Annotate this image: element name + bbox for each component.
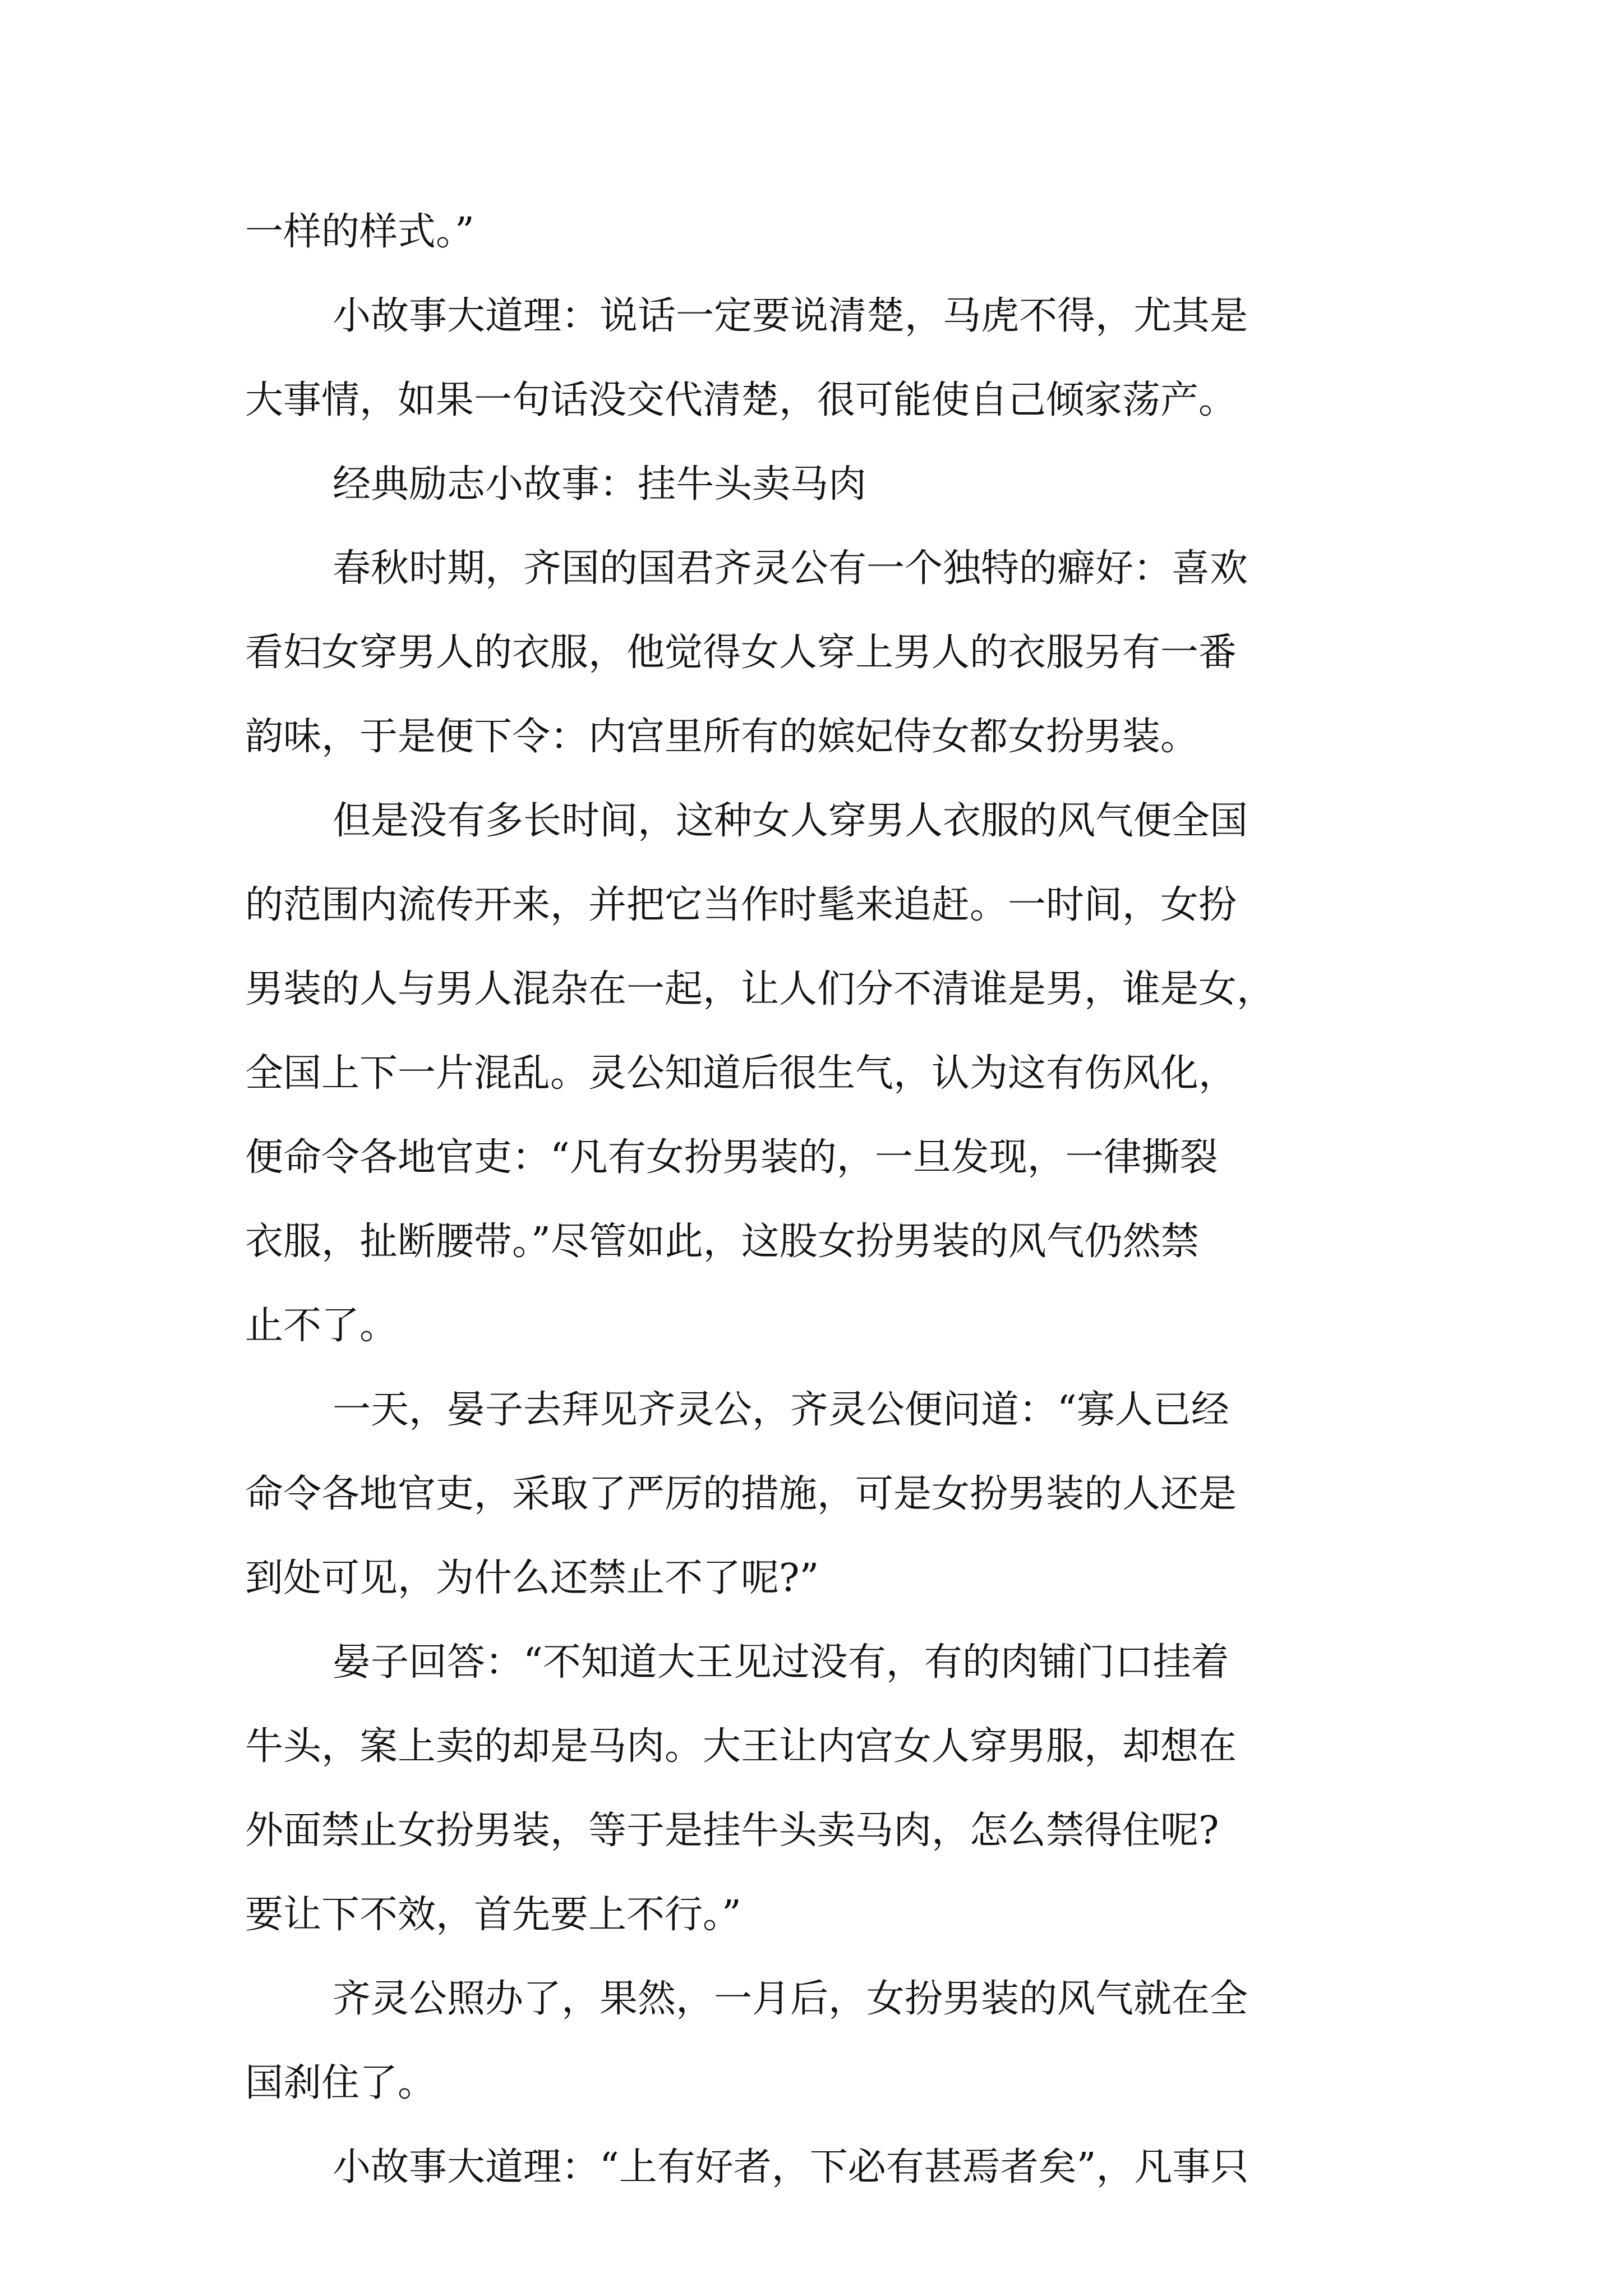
text-line: 韵味，于是便下令：内宫里所有的嫔妃侍女都女扮男装。	[245, 715, 1199, 759]
text-line: 看妇女穿男人的衣服，他觉得女人穿上男人的衣服另有一番	[245, 631, 1237, 675]
text-line: 外面禁止女扮男装，等于是挂牛头卖马肉，怎么禁得住呢?	[245, 1809, 1219, 1853]
text-line: 止不了。	[245, 1304, 398, 1348]
text-line: 牛头，案上卖的却是马肉。大王让内宫女人穿男服，却想在	[245, 1724, 1237, 1769]
text-line: 到处可见，为什么还禁止不了呢?”	[245, 1556, 819, 1600]
text-line: 小故事大道理：说话一定要说清楚，马虎不得，尤其是	[333, 294, 1248, 338]
text-line: 的范围内流传开来，并把它当作时髦来追赶。一时间，女扮	[245, 883, 1237, 927]
text-line: 男装的人与男人混杂在一起，让人们分不清谁是男，谁是女，	[245, 967, 1275, 1011]
text-line: 命令各地官吏，采取了严厉的措施，可是女扮男装的人还是	[245, 1472, 1237, 1516]
text-line: 便命令各地官吏：“凡有女扮男装的，一旦发现，一律撕裂	[245, 1135, 1218, 1180]
text-line: 齐灵公照办了，果然，一月后，女扮男装的风气就在全	[333, 1977, 1248, 2021]
text-line: 全国上下一片混乱。灵公知道后很生气，认为这有伤风化，	[245, 1051, 1237, 1096]
text-line: 要让下不效，首先要上不行。”	[245, 1893, 741, 1937]
text-line: 一天，晏子去拜见齐灵公，齐灵公便问道：“寡人已经	[333, 1388, 1229, 1432]
text-line: 大事情，如果一句话没交代清楚，很可能使自己倾家荡产。	[245, 378, 1237, 422]
text-line: 小故事大道理：“上有好者，下必有甚焉者矣”，凡事只	[333, 2145, 1249, 2189]
text-line: 国刹住了。	[245, 2061, 436, 2105]
text-line: 衣服，扯断腰带。”尽管如此，这股女扮男装的风气仍然禁	[245, 1220, 1199, 1264]
section-heading: 经典励志小故事：挂牛头卖马肉	[333, 462, 867, 507]
text-line: 春秋时期，齐国的国君齐灵公有一个独特的癖好：喜欢	[333, 546, 1248, 591]
text-line: 一样的样式。”	[245, 210, 474, 254]
text-line: 晏子回答：“不知道大王见过没有，有的肉铺门口挂着	[333, 1640, 1229, 1685]
text-line: 但是没有多长时间，这种女人穿男人衣服的风气便全国	[333, 799, 1248, 843]
